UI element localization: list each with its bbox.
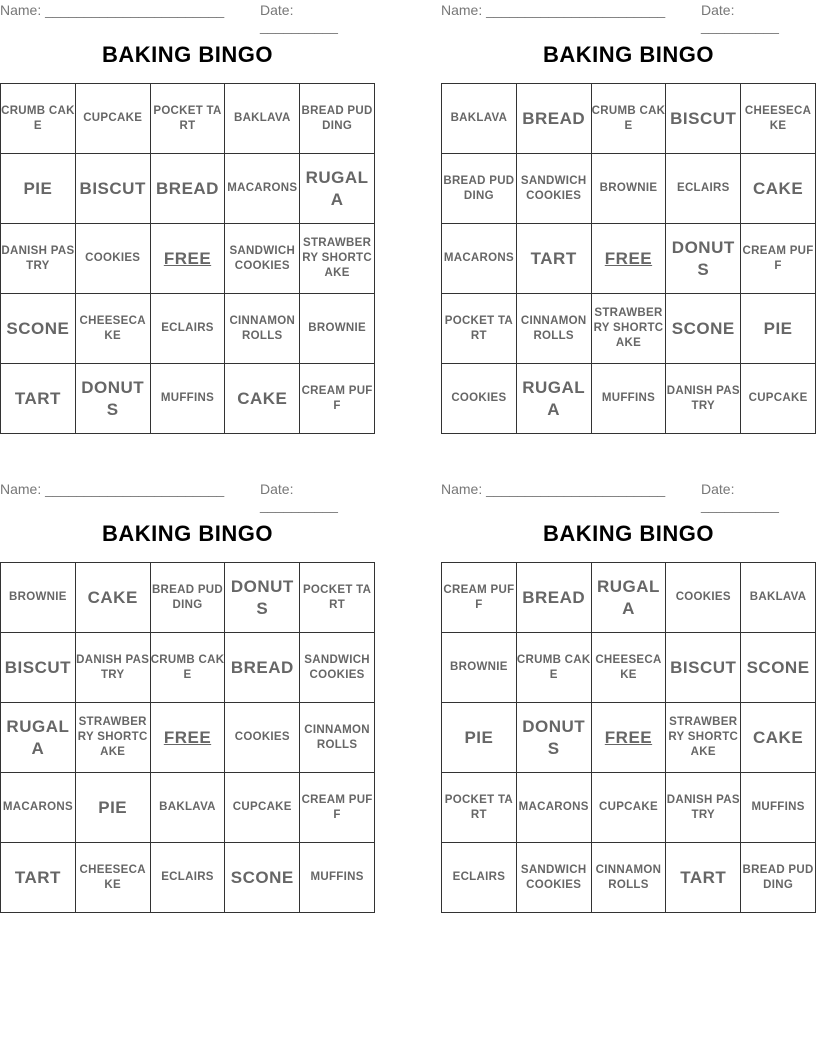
bingo-cell: CHEESECAKE [591, 633, 666, 703]
bingo-grid [441, 562, 816, 913]
bingo-cell: BREAD [225, 633, 300, 703]
bingo-cell: CINNAMON ROLLS [225, 294, 300, 364]
bingo-cell: SANDWICH COOKIES [516, 843, 591, 913]
bingo-cell: RUGALA [1, 703, 76, 773]
bingo-cell: CREAM PUFF [442, 563, 517, 633]
date-field-label: Date: __________ [260, 481, 338, 513]
grid-row [1, 294, 375, 364]
card-title: BAKING BINGO [102, 42, 273, 67]
bingo-cell: CAKE [225, 364, 300, 434]
bingo-card-3 [0, 479, 375, 919]
bingo-cell: BISCUT [666, 633, 741, 703]
grid-row [442, 563, 816, 633]
grid-row [1, 563, 375, 633]
bingo-cell: CHEESECAKE [741, 84, 816, 154]
bingo-grid [0, 562, 375, 913]
bingo-cell: ECLAIRS [442, 843, 517, 913]
bingo-cell: RUGALA [516, 364, 591, 434]
date-field-label: Date: __________ [701, 2, 779, 34]
bingo-cell: DONUTS [666, 224, 741, 294]
grid-row [1, 154, 375, 224]
bingo-cell: BAKLAVA [225, 84, 300, 154]
bingo-card-1 [0, 0, 375, 440]
bingo-cell: RUGALA [300, 154, 375, 224]
card-header [0, 2, 375, 34]
bingo-cell: CRUMB CAKE [516, 633, 591, 703]
bingo-cell: CRUMB CAKE [1, 84, 76, 154]
bingo-cell: BROWNIE [1, 563, 76, 633]
bingo-cell: COOKIES [75, 224, 150, 294]
grid-row [442, 84, 816, 154]
bingo-cell: BROWNIE [591, 154, 666, 224]
free-space-cell: FREE [150, 703, 225, 773]
grid-row [1, 843, 375, 913]
bingo-cell: POCKET TART [442, 294, 517, 364]
bingo-cell: SCONE [1, 294, 76, 364]
bingo-cell: SCONE [666, 294, 741, 364]
card-title: BAKING BINGO [543, 521, 714, 546]
bingo-cell: BAKLAVA [741, 563, 816, 633]
bingo-cell: MUFFINS [300, 843, 375, 913]
bingo-cell: STRAWBERRY SHORTCAKE [666, 703, 741, 773]
bingo-cell: MACARONS [442, 224, 517, 294]
bingo-cell: SANDWICH COOKIES [225, 224, 300, 294]
bingo-cell: BREAD PUDDING [300, 84, 375, 154]
card-header [441, 481, 816, 513]
bingo-cell: DONUTS [225, 563, 300, 633]
bingo-cell: STRAWBERRY SHORTCAKE [591, 294, 666, 364]
bingo-cell: CUPCAKE [741, 364, 816, 434]
bingo-cell: COOKIES [442, 364, 517, 434]
bingo-cell: DANISH PASTRY [1, 224, 76, 294]
bingo-cell: CINNAMON ROLLS [516, 294, 591, 364]
free-space-cell: FREE [150, 224, 225, 294]
bingo-cell: BAKLAVA [150, 773, 225, 843]
bingo-cell: DONUTS [516, 703, 591, 773]
bingo-cell: DANISH PASTRY [666, 773, 741, 843]
bingo-cell: POCKET TART [300, 563, 375, 633]
bingo-card-4 [441, 479, 816, 919]
bingo-cell: CAKE [741, 703, 816, 773]
bingo-cell: BAKLAVA [442, 84, 517, 154]
bingo-cell: CRUMB CAKE [591, 84, 666, 154]
bingo-cell: CUPCAKE [75, 84, 150, 154]
bingo-cell: DANISH PASTRY [75, 633, 150, 703]
bingo-cell: BREAD PUDDING [150, 563, 225, 633]
grid-row [442, 364, 816, 434]
grid-row [1, 703, 375, 773]
bingo-cell: DONUTS [75, 364, 150, 434]
bingo-cell: MUFFINS [741, 773, 816, 843]
bingo-cell: TART [516, 224, 591, 294]
grid-row [1, 364, 375, 434]
bingo-cell: BREAD PUDDING [741, 843, 816, 913]
name-field-label: Name: _______________________ [0, 2, 225, 18]
bingo-cell: ECLAIRS [150, 843, 225, 913]
grid-row [1, 773, 375, 843]
name-field-label: Name: _______________________ [0, 481, 225, 497]
bingo-cell: POCKET TART [442, 773, 517, 843]
bingo-cell: BROWNIE [300, 294, 375, 364]
card-header [0, 481, 375, 513]
bingo-cell: BISCUT [75, 154, 150, 224]
name-field-label: Name: _______________________ [441, 2, 666, 18]
bingo-cell: COOKIES [225, 703, 300, 773]
card-header [441, 2, 816, 34]
bingo-cell: POCKET TART [150, 84, 225, 154]
bingo-cell: SANDWICH COOKIES [516, 154, 591, 224]
bingo-cell: MACARONS [516, 773, 591, 843]
bingo-cell: BISCUT [666, 84, 741, 154]
card-title: BAKING BINGO [102, 521, 273, 546]
date-field-label: Date: __________ [260, 2, 338, 34]
bingo-cell: CUPCAKE [591, 773, 666, 843]
grid-row [442, 773, 816, 843]
free-space-cell: FREE [591, 224, 666, 294]
bingo-grid [441, 83, 816, 434]
bingo-cell: SCONE [225, 843, 300, 913]
bingo-cell: PIE [75, 773, 150, 843]
bingo-cell: PIE [442, 703, 517, 773]
bingo-cell: MUFFINS [591, 364, 666, 434]
bingo-cell: SANDWICH COOKIES [300, 633, 375, 703]
bingo-cell: MACARONS [225, 154, 300, 224]
bingo-cell: ECLAIRS [666, 154, 741, 224]
bingo-grid [0, 83, 375, 434]
bingo-cell: ECLAIRS [150, 294, 225, 364]
bingo-cell: CINNAMON ROLLS [591, 843, 666, 913]
bingo-cell: BREAD [150, 154, 225, 224]
bingo-cell: PIE [1, 154, 76, 224]
bingo-cell: BREAD [516, 84, 591, 154]
bingo-cell: COOKIES [666, 563, 741, 633]
bingo-cell: TART [666, 843, 741, 913]
grid-row [442, 843, 816, 913]
bingo-cell: BREAD [516, 563, 591, 633]
bingo-cell: CREAM PUFF [300, 773, 375, 843]
bingo-cell: CUPCAKE [225, 773, 300, 843]
grid-row [1, 224, 375, 294]
bingo-cell: CRUMB CAKE [150, 633, 225, 703]
bingo-cell: CHEESECAKE [75, 843, 150, 913]
bingo-cell: MUFFINS [150, 364, 225, 434]
grid-row [442, 294, 816, 364]
grid-row [1, 633, 375, 703]
grid-row [442, 703, 816, 773]
bingo-cell: CAKE [75, 563, 150, 633]
bingo-cell: BREAD PUDDING [442, 154, 517, 224]
grid-row [442, 154, 816, 224]
bingo-cell: SCONE [741, 633, 816, 703]
bingo-cell: MACARONS [1, 773, 76, 843]
card-title: BAKING BINGO [543, 42, 714, 67]
bingo-cell: RUGALA [591, 563, 666, 633]
bingo-cell: TART [1, 843, 76, 913]
bingo-cell: STRAWBERRY SHORTCAKE [300, 224, 375, 294]
bingo-cell: CREAM PUFF [741, 224, 816, 294]
bingo-cell: TART [1, 364, 76, 434]
bingo-cell: CAKE [741, 154, 816, 224]
bingo-cell: BROWNIE [442, 633, 517, 703]
bingo-cell: PIE [741, 294, 816, 364]
date-field-label: Date: __________ [701, 481, 779, 513]
grid-row [1, 84, 375, 154]
grid-row [442, 224, 816, 294]
bingo-cell: CHEESECAKE [75, 294, 150, 364]
bingo-cell: BISCUT [1, 633, 76, 703]
bingo-cell: DANISH PASTRY [666, 364, 741, 434]
free-space-cell: FREE [591, 703, 666, 773]
bingo-cell: CINNAMON ROLLS [300, 703, 375, 773]
bingo-cell: CREAM PUFF [300, 364, 375, 434]
name-field-label: Name: _______________________ [441, 481, 666, 497]
grid-row [442, 633, 816, 703]
bingo-cell: STRAWBERRY SHORTCAKE [75, 703, 150, 773]
bingo-card-2 [441, 0, 816, 440]
